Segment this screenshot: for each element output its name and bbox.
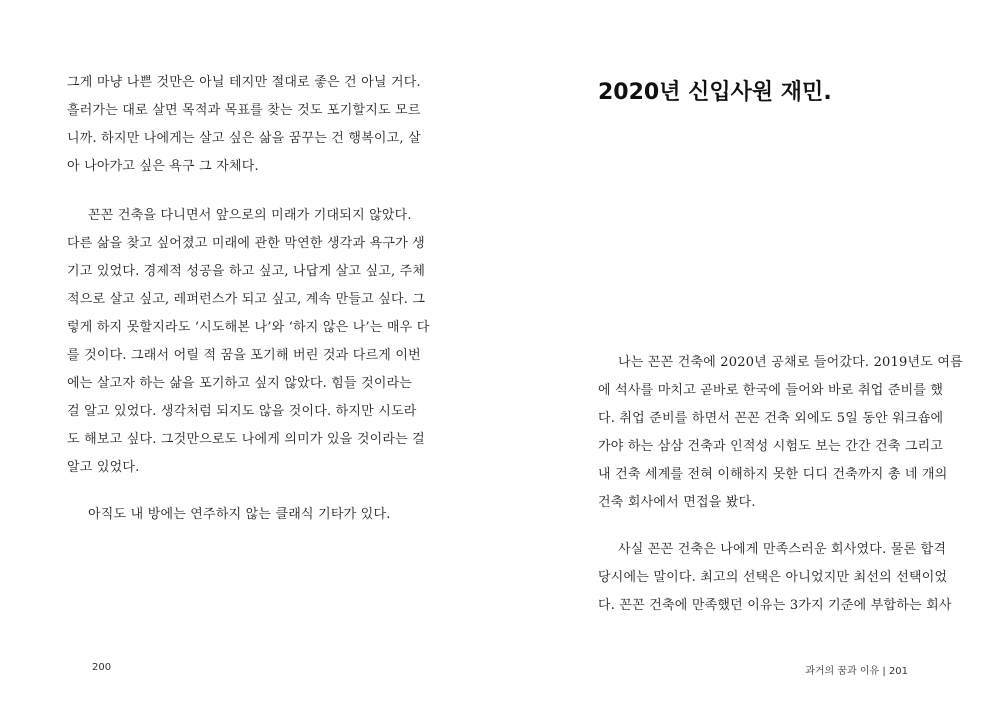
running-header: 과거의 꿈과 이유 | 201 (805, 666, 908, 677)
text-line: 그게 마냥 나쁜 것만은 아닐 테지만 절대로 좋은 건 아닐 거다. (67, 75, 421, 90)
right-page (500, 0, 1000, 710)
text-line: 가야 하는 삼삼 건축과 인적성 시험도 보는 간간 건축 그리고 (598, 439, 944, 454)
text-line: 도 해보고 싶다. 그것만으로도 나에게 의미가 있을 것이라는 걸 (67, 432, 425, 447)
chapter-heading: 2020년 신입사원 재민. (598, 80, 832, 105)
text-line: 흘러가는 대로 살면 목적과 목표를 찾는 것도 포기할지도 모르 (67, 103, 421, 118)
text-line: 다. 취업 준비를 하면서 꼰꼰 건축 외에도 5일 동안 워크숍에 (598, 411, 944, 426)
text-line: 건축 회사에서 면접을 봤다. (598, 495, 756, 510)
text-line: 아 나아가고 싶은 욕구 그 자체다. (67, 159, 259, 174)
text-line: 다른 삶을 찾고 싶어졌고 미래에 관한 막연한 생각과 욕구가 생 (67, 236, 425, 251)
text-line: 니까. 하지만 나에게는 살고 싶은 삶을 꿈꾸는 건 행복이고, 살 (67, 131, 421, 146)
text-line: 아직도 내 방에는 연주하지 않는 클래식 기타가 있다. (88, 507, 391, 522)
text-line: 적으로 살고 싶고, 레퍼런스가 되고 싶고, 계속 만들고 싶다. 그 (67, 292, 426, 307)
text-line: 기고 있었다. 경제적 성공을 하고 싶고, 나답게 살고 싶고, 주체 (67, 264, 426, 279)
text-line: 에는 살고자 하는 삶을 포기하고 싶지 않았다. 힘들 것이라는 (67, 376, 413, 391)
text-line: 꼰꼰 건축을 다니면서 앞으로의 미래가 기대되지 않았다. (88, 208, 412, 223)
text-line: 렇게 하지 못할지라도 ‘시도해본 나’와 ‘하지 않은 나’는 매우 다 (67, 320, 430, 335)
text-line: 를 것이다. 그래서 어릴 적 꿈을 포기해 버린 것과 다르게 이번 (67, 348, 421, 363)
page-number: 200 (92, 662, 112, 673)
text-line: 에 석사를 마치고 곧바로 한국에 들어와 바로 취업 준비를 했 (598, 383, 944, 398)
text-line: 사실 꼰꼰 건축은 나에게 만족스러운 회사였다. 물론 합격 (618, 542, 947, 557)
text-line: 걸 알고 있었다. 생각처럼 되지도 않을 것이다. 하지만 시도라 (67, 404, 417, 419)
text-line: 내 건축 세계를 전혀 이해하지 못한 디디 건축까지 총 네 개의 (598, 467, 948, 482)
text-line: 알고 있었다. (67, 460, 140, 475)
text-line: 당시에는 말이다. 최고의 선택은 아니었지만 최선의 선택이었 (598, 570, 948, 585)
text-line: 나는 꼰꼰 건축에 2020년 공채로 들어갔다. 2019년도 여름 (618, 355, 963, 370)
text-line: 다. 꼰꼰 건축에 만족했던 이유는 3가지 기준에 부합하는 회사 (598, 598, 952, 613)
